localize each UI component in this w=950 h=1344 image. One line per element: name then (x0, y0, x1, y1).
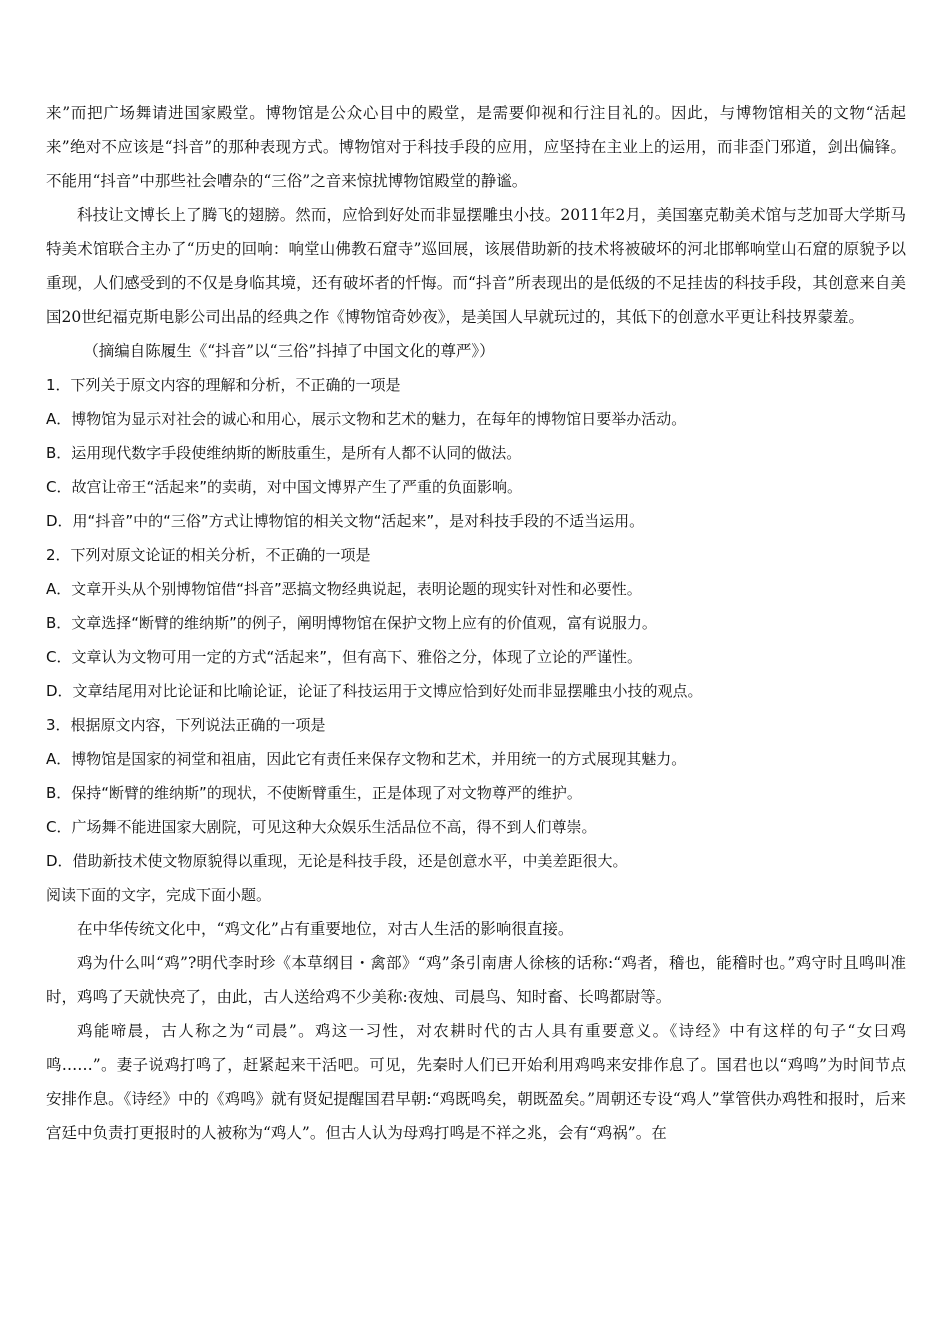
question-2 (46, 538, 906, 708)
document-page (46, 96, 906, 1150)
answer-option: C．广场舞不能进国家大剧院，可见这种大众娱乐生活品位不高，得不到人们尊崇。 (46, 818, 597, 836)
answer-option: B．保持“断臂的维纳斯”的现状，不使断臂重生，正是体现了对文物尊严的维护。 (46, 784, 582, 802)
answer-option: B．运用现代数字手段使维纳斯的断肢重生，是所有人都不认同的做法。 (46, 444, 522, 462)
answer-option: A．博物馆是国家的祠堂和祖庙，因此它有责任来保存文物和艺术，并用统一的方式展现其魅力。 (46, 750, 687, 768)
passage-paragraph: 鸡为什么叫“鸡”?明代李时珍《本草纲目・禽部》“鸡”条引南唐人徐核的话称:“鸡者，稽也，能稽时也。”鸡守时且鸣叫准时，鸡鸣了天就快亮了，由此，古人送给鸡不少美称:夜烛、司晨鸟、知时畜、长鸣都尉等。 (46, 954, 906, 1006)
passage-paragraph: 科技让文博长上了腾飞的翅膀。然而，应恰到好处而非显摆雕虫小技。2011年2月，美国塞克勒美术馆与芝加哥大学斯马特美术馆联合主办了“历史的回响：响堂山佛教石窟寺”巡回展，该展借助新的技术将被破坏的河北邯郸响堂山石窟的原貌予以重现，人们感受到的不仅是身临其境，还有破坏者的忏悔。而“抖音”所表现出的是低级的不足挂齿的科技手段，其创意来自美国20世纪福克斯电影公司出品的经典之作《博物馆奇妙夜》，是美国人早就玩过的，其低下的创意水平更让科技界蒙羞。 (46, 206, 906, 326)
answer-option: C．文章认为文物可用一定的方式“活起来”，但有高下、雅俗之分，体现了立论的严谨性。 (46, 648, 643, 666)
answer-option: A．文章开头从个别博物馆借“抖音”恶搞文物经典说起，表明论题的现实针对性和必要性。 (46, 580, 642, 598)
answer-option: C．故宫让帝王“活起来”的卖萌，对中国文博界产生了严重的负面影响。 (46, 478, 523, 496)
question-1 (46, 368, 906, 538)
question-stem: 1．下列关于原文内容的理解和分析，不正确的一项是 (46, 376, 401, 394)
question-stem: 3．根据原文内容，下列说法正确的一项是 (46, 716, 326, 734)
answer-option: D．用“抖音”中的“三俗”方式让博物馆的相关文物“活起来”，是对科技手段的不适当运用。 (46, 512, 645, 530)
passage-paragraph: 鸡能啼晨，古人称之为“司晨”。鸡这一习性，对农耕时代的古人具有重要意义。《诗经》中有这样的句子“女曰鸡鸣……”。妻子说鸡打鸣了，赶紧起来干活吧。可见，先秦时人们已开始利用鸡鸣来安排作息了。国君也以“鸡鸣”为时间节点安排作息。《诗经》中的《鸡鸣》就有贤妃提醒国君早朝:“鸡既鸣矣，朝既盈矣。”周朝还专设“鸡人”掌管供办鸡牲和报时，后来宫廷中负责打更报时的人被称为“鸡人”。但古人认为母鸡打鸣是不祥之兆，会有“鸡祸”。在 (46, 1022, 906, 1142)
question-3 (46, 708, 906, 878)
answer-option: B．文章选择“断臂的维纳斯”的例子，阐明博物馆在保护文物上应有的价值观，富有说服力。 (46, 614, 657, 632)
reading-instruction: 阅读下面的文字，完成下面小题。 (46, 886, 272, 904)
answer-option: D．文章结尾用对比论证和比喻论证，论证了科技运用于文博应恰到好处而非显摆雕虫小技的观点。 (46, 682, 703, 700)
passage-source: （摘编自陈履生《“抖音”以“三俗”抖掉了中国文化的尊严》） (83, 342, 495, 360)
answer-option: D．借助新技术使文物原貌得以重现，无论是科技手段，还是创意水平，中美差距很大。 (46, 852, 628, 870)
passage-paragraph: 在中华传统文化中，“鸡文化”占有重要地位，对古人生活的影响很直接。 (77, 920, 574, 938)
answer-option: A．博物馆为显示对社会的诚心和用心，展示文物和艺术的魅力，在每年的博物馆日要举办活动。 (46, 410, 687, 428)
passage-paragraph: 来”而把广场舞请进国家殿堂。博物馆是公众心目中的殿堂，是需要仰视和行注目礼的。因此，与博物馆相关的文物“活起来”绝对不应该是“抖音”的那种表现方式。博物馆对于科技手段的应用，应坚持在主业上的运用，而非歪门邪道，剑出偏锋。不能用“抖音”中那些社会嘈杂的“三俗”之音来惊扰博物馆殿堂的静谧。 (46, 104, 906, 190)
question-stem: 2．下列对原文论证的相关分析，不正确的一项是 (46, 546, 371, 564)
